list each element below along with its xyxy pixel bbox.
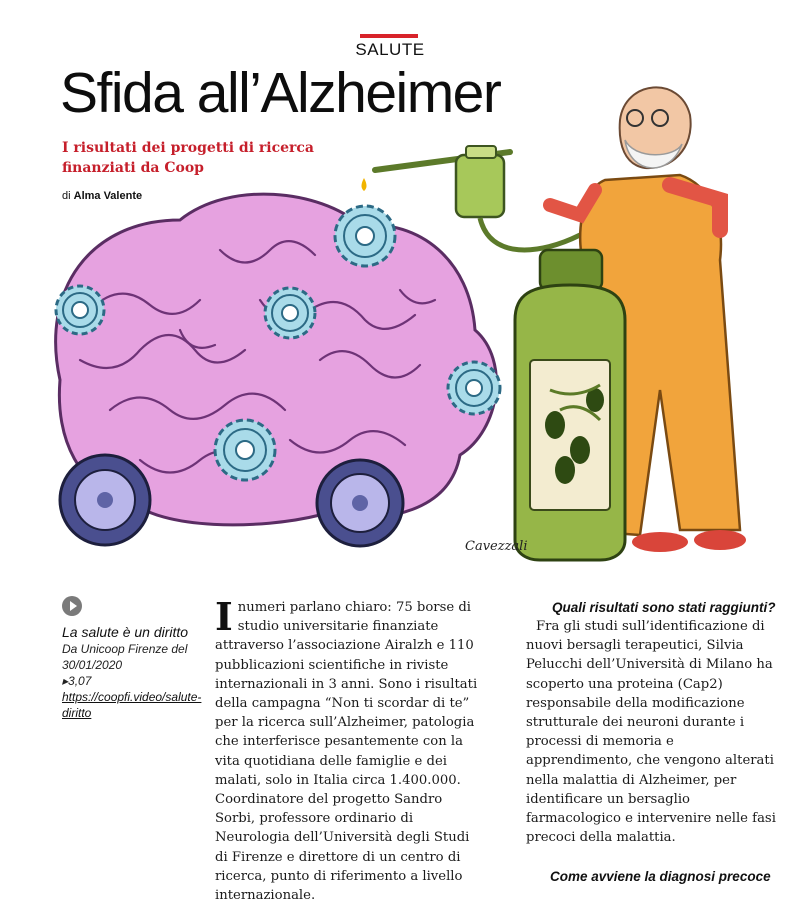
article-column-1: [215, 594, 480, 905]
gear-icon: [56, 286, 104, 334]
play-icon[interactable]: [62, 596, 82, 616]
gear-icon: [265, 288, 315, 338]
video-sidebar: [62, 596, 202, 721]
byline-author: Alma Valente: [73, 190, 143, 202]
question-heading-1: Quali risultati sono stati raggiunti?: [552, 600, 776, 615]
gear-icon: [335, 206, 395, 266]
gear-icon: [215, 420, 275, 480]
byline: [62, 190, 142, 202]
article-subtitle: I risultati dei progetti di ricerca finanziati da Coop: [62, 140, 314, 176]
article-column-2: [526, 598, 778, 886]
video-duration: ▸3,07: [62, 674, 92, 688]
section-label: SALUTE: [355, 40, 425, 59]
olive-oil-bottle: [515, 250, 625, 560]
video-source: Da Unicoop Firenze del 30/01/2020: [62, 642, 188, 672]
answer-paragraph-1: Fra gli studi sull’identificazione di nuovi bersagli terapeutici, Silvia Pelucchi dell’Università di Milano ha scoperto una proteina (Cap2) responsabile della modificazione strutturale dei neuroni durante i processi di memoria e apprendimento, che vengono alterati nella malattia di Alzheimer, per identificare un bersaglio farmacologico e intervenire nelle fasi precoci della malattia.: [526, 619, 776, 846]
question-heading-2: Come avviene la diagnosi precoce: [550, 869, 771, 885]
byline-prefix: di: [62, 190, 71, 202]
wheel-right: [317, 460, 403, 546]
video-title: La salute è un diritto: [62, 624, 189, 640]
drop-cap: I: [215, 594, 233, 639]
artist-signature: Cavezzali: [465, 539, 528, 554]
duration-value: 3,07: [68, 674, 92, 688]
lead-paragraph: numeri parlano chiaro: 75 borse di studio universitarie finanziate attraverso l’associazione Airalzh e 110 pubblicazioni scientifiche in riviste internazionali in 3 anni. Sono i risultati della campagna “Non ti scordar di te” per la ricerca sull’Alzheimer, patologia che interferisce pesantemente con la vita quotidiana delle famiglie e dei malati, solo in Italia circa 1.400.000. Coordinatore del progetto Sandro Sorbi, professore ordinario di Neurologia dell’Università degli Studi di Firenze e direttore di un centro di ricerca, punto di riferimento a livello internazionale.: [215, 600, 478, 904]
video-link[interactable]: https://coopfi.video/salute-diritto: [62, 690, 202, 720]
oil-drop: [362, 178, 367, 191]
wheel-left: [60, 455, 150, 545]
article-title: Sfida all’Alzheimer: [60, 61, 501, 125]
section-rule: [360, 34, 418, 38]
gear-icon: [448, 362, 500, 414]
